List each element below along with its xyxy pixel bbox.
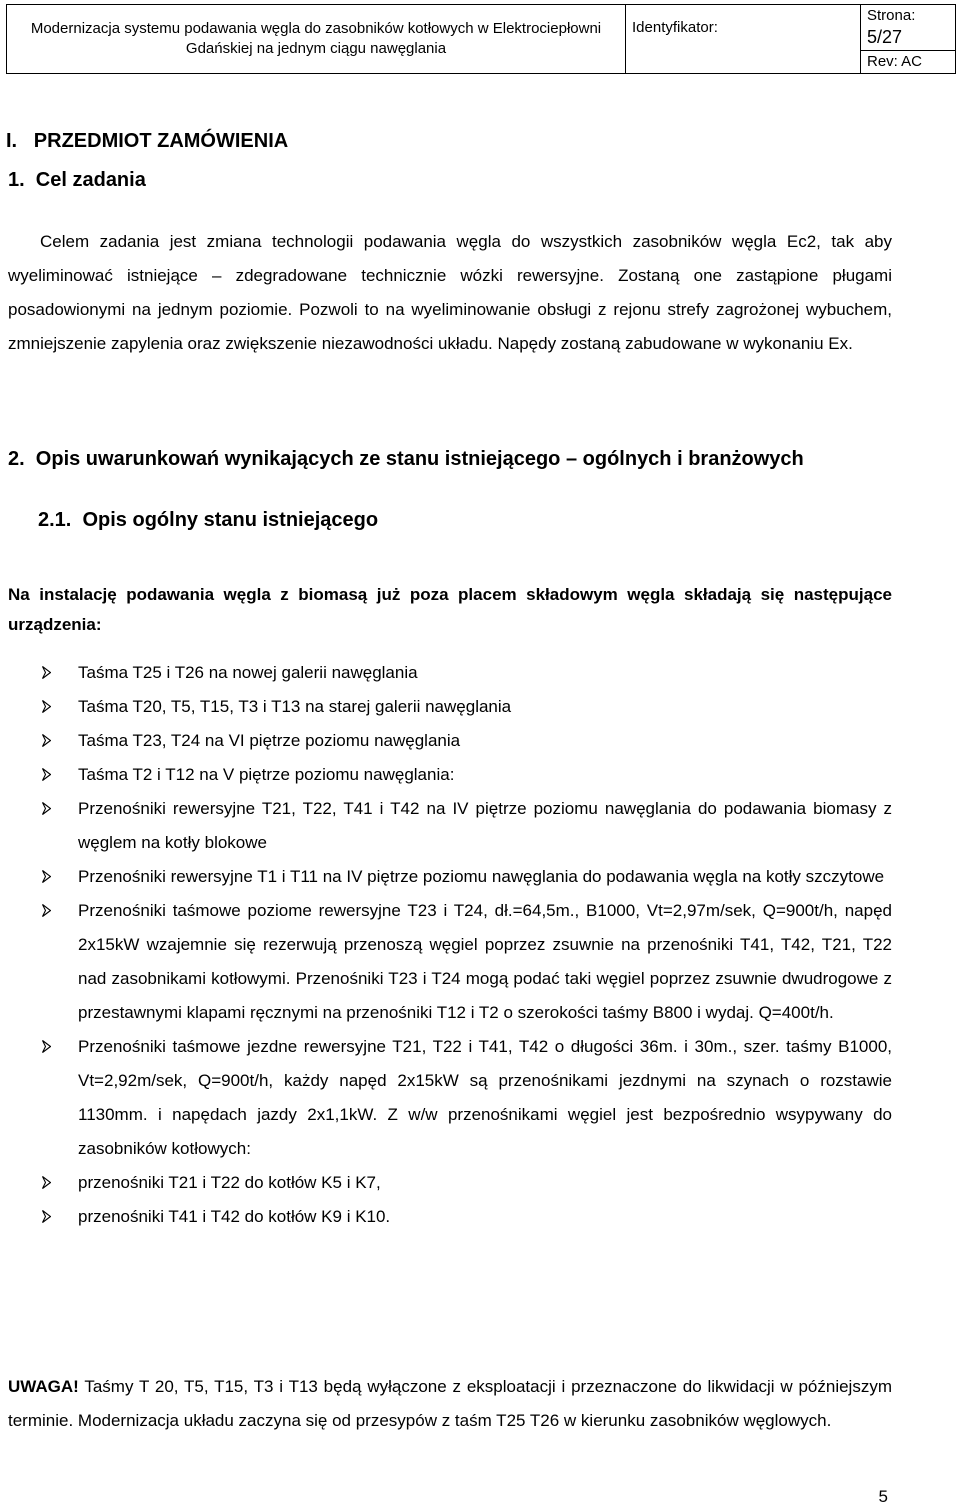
- list-item-text: Taśma T23, T24 na VI piętrze poziomu nawęglania: [78, 731, 461, 750]
- list-item-text: Przenośniki taśmowe poziome rewersyjne T23 i T24, dł.=64,5m., B1000, Vt=2,97m/sek, Q=900t/h, napęd 2x15kW wzajemnie się rezerwują przenoszą węgiel poprzez zsuwnie na przenośniki T41, T42, T21, T22 nad zasobnikami kotłowymi. Przenośniki T23 i T24 mogą podać taki węgiel poprzez zsuwnie dwudrogowe z przestawnymi klapami ręcznymi na przenośniki T12 i T2 o szerokości taśmy B800 i wydaj. Q=400t/h.: [78, 901, 892, 1022]
- arrowhead-bullet-icon: [42, 768, 51, 781]
- list-item: [8, 690, 892, 724]
- arrowhead-bullet-icon: [42, 734, 51, 747]
- section-heading-conditions: 2. Opis uwarunkowań wynikających ze stanu istniejącego – ogólnych i branżowych: [8, 448, 804, 470]
- list-item-text: Taśma T2 i T12 na V piętrze poziomu nawęglania:: [78, 765, 455, 784]
- equipment-intro: Na instalację podawania węgla z biomasą już poza placem składowym węgla składają się następujące urządzenia:: [8, 585, 892, 634]
- arrowhead-bullet-icon: [42, 1210, 51, 1223]
- arrowhead-bullet-icon: [42, 1040, 51, 1053]
- section-heading-goal: 1. Cel zadania: [8, 169, 146, 191]
- arrowhead-bullet-icon: [42, 904, 51, 917]
- list-item-text: Taśma T25 i T26 na nowej galerii nawęglania: [78, 663, 418, 682]
- header-identifier: Identyfikator:: [626, 5, 861, 74]
- header-title-line1: Modernizacja systemu podawania węgla do zasobników kotłowych w Elektrociepłowni: [30, 20, 602, 37]
- document-header: [6, 4, 956, 74]
- list-item-text: Przenośniki taśmowe jezdne rewersyjne T21, T22 i T41, T42 o długości 36m. i 30m., szer. taśmy B1000, Vt=2,92m/sek, Q=900t/h, każdy napęd 2x15kW są przenośnikami jezdnymi na szynach o rozstawie 1130mm. i napędach jazdy 2x1,1kW. Z w/w przenośnikami węgiel jest bezpośrednio wsypywany do zasobników kotłowych:: [78, 1037, 892, 1158]
- note-text: Taśmy T 20, T5, T15, T3 i T13 będą wyłączone z eksploatacji i przeznaczone do likwidacji w późniejszym terminie. Modernizacja układu zaczyna się od przesypów z taśm T25 T26 w kierunku zasobników węglowych.: [8, 1377, 892, 1430]
- arrowhead-bullet-icon: [42, 870, 51, 883]
- section-heading-main: I. PRZEDMIOT ZAMÓWIENIA: [6, 130, 289, 152]
- list-item: [8, 860, 892, 894]
- arrowhead-bullet-icon: [42, 1176, 51, 1189]
- header-page-label: Strona:: [867, 7, 916, 24]
- list-item: [8, 1030, 892, 1166]
- list-item-text: Taśma T20, T5, T15, T3 i T13 na starej galerii nawęglania: [78, 697, 512, 716]
- arrowhead-bullet-icon: [42, 666, 51, 679]
- page-number: 5: [878, 1487, 888, 1506]
- header-page-value: 5/27: [867, 27, 903, 47]
- list-item: [8, 724, 892, 758]
- header-title: [7, 5, 626, 74]
- list-item: [8, 656, 892, 690]
- header-page: [861, 5, 955, 51]
- header-title-line2: Gdańskiej na jednym ciągu nawęglania: [185, 40, 447, 57]
- list-item-text: przenośniki T21 i T22 do kotłów K5 i K7,: [78, 1173, 381, 1192]
- goal-paragraph: Celem zadania jest zmiana technologii podawania węgla do wszystkich zasobników węgla Ec2, tak aby wyeliminować istniejące – zdegradowane technicznie wózki rewersyjne. Zostaną one zastąpione pługami posadowionymi na jednym poziomie. Pozwoli to na wyeliminowanie obsługi z rejonu strefy zagrożonej wybuchem, zmniejszenie zapylenia oraz zwiększenie niezawodności układu. Napędy zostaną zabudowane w wykonaniu Ex.: [8, 232, 892, 353]
- list-item: [8, 1200, 892, 1234]
- arrowhead-bullet-icon: [42, 802, 51, 815]
- note-label: UWAGA!: [8, 1377, 79, 1396]
- list-item-text: przenośniki T41 i T42 do kotłów K9 i K10.: [78, 1207, 391, 1226]
- arrowhead-bullet-icon: [42, 700, 51, 713]
- equipment-list: [8, 656, 892, 1234]
- header-revision: Rev: AC: [867, 53, 923, 70]
- list-item: [8, 792, 892, 860]
- list-item: [8, 1166, 892, 1200]
- header-page-cell: [861, 5, 956, 74]
- list-item-text: Przenośniki rewersyjne T1 i T11 na IV piętrze poziomu nawęglania do podawania węgla na kotły szczytowe: [78, 867, 885, 886]
- list-item: [8, 758, 892, 792]
- list-item-text: Przenośniki rewersyjne T21, T22, T41 i T42 na IV piętrze poziomu nawęglania do podawania biomasy z węglem na kotły blokowe: [78, 799, 892, 852]
- subsection-heading-existing-state: 2.1. Opis ogólny stanu istniejącego: [38, 509, 379, 531]
- list-item: [8, 894, 892, 1030]
- note-paragraph: [8, 1370, 892, 1438]
